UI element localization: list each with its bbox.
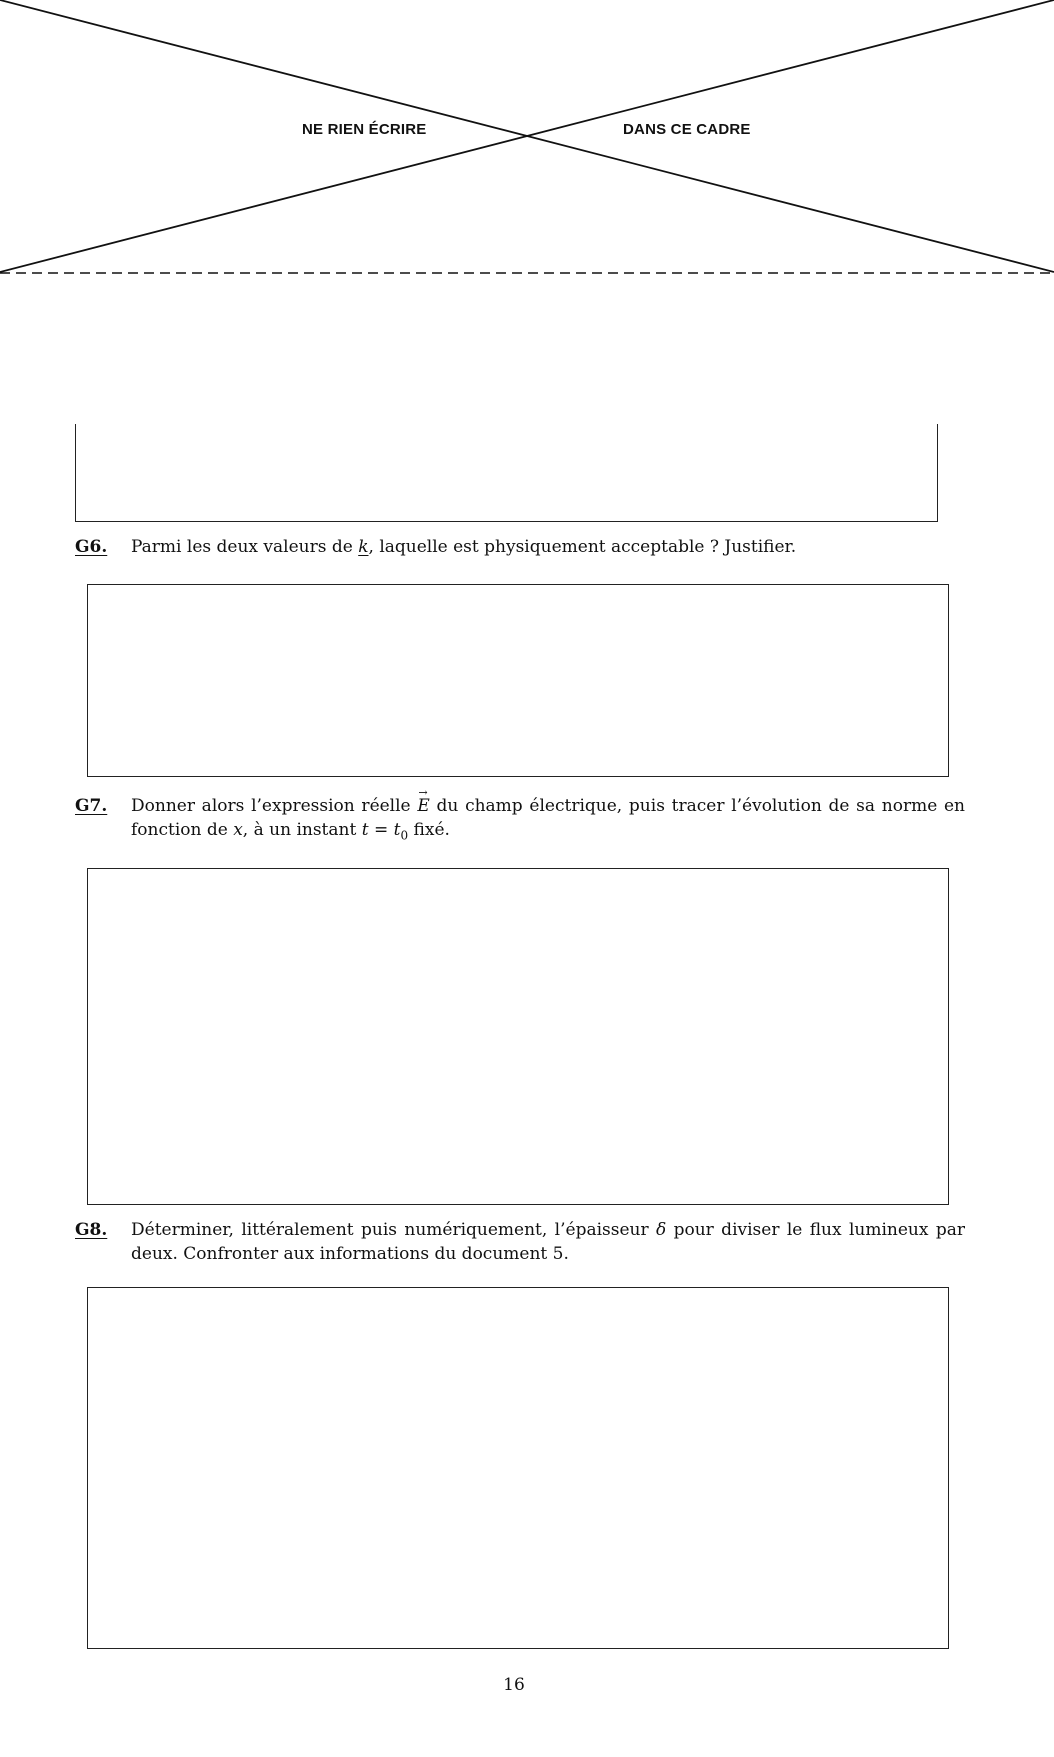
no-write-zone — [0, 0, 1054, 280]
question-number: G8. — [75, 1220, 108, 1240]
answer-box-g8[interactable] — [87, 1287, 949, 1649]
question-number: G6. — [75, 537, 108, 557]
banner-right-text: DANS CE CADRE — [623, 121, 751, 138]
k-symbol: k — [358, 537, 369, 557]
question-text: Donner alors l’expression réelle → E du champ électrique, puis tracer l’évolution de sa norme en fonction de x, à un instant $t = t_0$ fixé. — [131, 794, 965, 847]
banner-left-text: NE RIEN ÉCRIRE — [302, 121, 427, 138]
delta-symbol: δ — [655, 1220, 667, 1240]
electric-field-vector: → E — [417, 794, 429, 818]
answer-box-g6[interactable] — [87, 584, 949, 777]
question-number: G7. — [75, 796, 108, 816]
page-number: 16 — [503, 1675, 525, 1695]
question-text: Parmi les deux valeurs de k, laquelle est physiquement acceptable ? Justifier. — [131, 537, 797, 557]
question-g7 — [75, 794, 965, 847]
answer-box-g7[interactable] — [87, 868, 949, 1205]
question-text: Déterminer, littéralement puis numériquement, l’épaisseur δ pour diviser le flux lumineux par deux. Confronter aux informations du document 5. — [131, 1220, 965, 1264]
question-g6 — [75, 535, 965, 559]
answer-box-previous[interactable] — [75, 424, 938, 522]
question-g8 — [75, 1218, 965, 1266]
